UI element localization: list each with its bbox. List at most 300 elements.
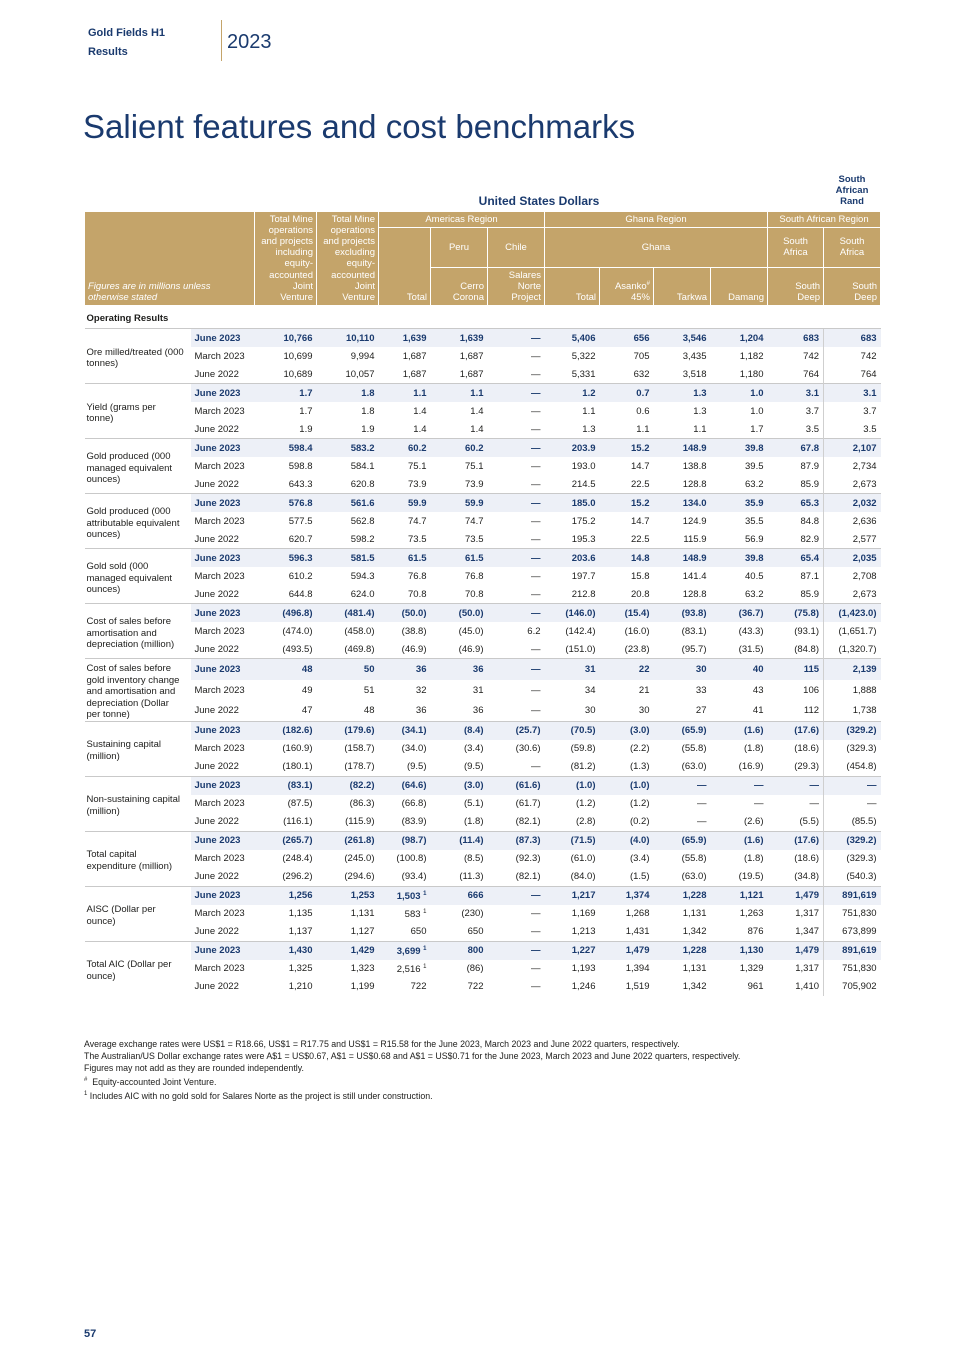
table-cell: (1.0) (600, 776, 654, 795)
table-cell: 85.9 (800, 478, 820, 490)
table-cell: 1,342 (682, 981, 707, 993)
table-cell: 742 (824, 347, 881, 365)
table-cell: 1.7 (750, 423, 764, 435)
period-label: March 2023 (194, 460, 245, 472)
table-cell: (469.8) (344, 643, 375, 655)
table-cell: 1.3 (693, 405, 707, 417)
table-cell: — (697, 798, 707, 810)
table-cell: (93.8) (654, 604, 711, 623)
table-cell: (1.6) (711, 831, 768, 850)
table-cell: 35.5 (745, 515, 764, 527)
table-cell: 1,217 (545, 886, 600, 905)
table-cell: 5,322 (571, 350, 596, 362)
table-cell: 1,639 (379, 329, 431, 348)
table-cell: — (768, 776, 824, 795)
table-cell: 1,342 (682, 926, 707, 938)
table-cell: 2,708 (824, 567, 881, 585)
table-cell: 1,204 (711, 329, 768, 348)
table-cell: (43.3) (738, 625, 764, 637)
period-label: June 2022 (194, 705, 239, 717)
table-cell: (1.2) (575, 798, 596, 810)
table-cell: (3.0) (600, 721, 654, 740)
page-title: Salient features and cost benchmarks (83, 108, 636, 145)
table-cell: 212.8 (571, 588, 596, 600)
cell-value: 1,503 (396, 891, 421, 903)
metric-label: Cost of sales before amortisation and depreciation (million) (85, 604, 191, 659)
period-label: June 2023 (191, 439, 255, 458)
metric-label: Cost of sales before gold inventory change and amortisation and depreciation (Dollar per tonne) (85, 659, 191, 722)
col-south-deep: South Deep (768, 267, 824, 306)
table-cell: 1,228 (654, 886, 711, 905)
table-cell: — (488, 941, 545, 960)
table-cell: 6.2 (527, 625, 541, 637)
table-cell: (55.8) (681, 743, 707, 755)
table-cell: (329.3) (824, 850, 881, 868)
table-cell: 1.2 (545, 384, 600, 403)
table-cell: — (531, 460, 541, 472)
table-cell: 581.5 (317, 549, 379, 568)
table-cell: (29.3) (794, 761, 820, 773)
table-cell: 34 (584, 684, 596, 696)
table-cell: (1,423.0) (824, 604, 881, 623)
company-name: Gold Fields H1 (88, 27, 166, 39)
table-cell: 742 (803, 350, 820, 362)
table-cell: 1,135 (288, 908, 313, 920)
table-cell: 1,131 (350, 908, 375, 920)
table-row (85, 402, 881, 420)
table-cell: 14.8 (600, 549, 654, 568)
table-cell: 36 (431, 659, 488, 680)
table-cell: 632 (633, 368, 650, 380)
period-label: June 2022 (194, 478, 239, 490)
table-cell: 650 (410, 926, 427, 938)
table-cell: (3.4) (463, 743, 484, 755)
table-row (85, 923, 881, 942)
table-row (85, 512, 881, 530)
table-cell: 134.0 (654, 494, 711, 513)
table-cell: 87.1 (800, 570, 820, 582)
table-cell: (5.1) (463, 798, 484, 810)
table-cell: (87.5) (287, 798, 313, 810)
period-label: March 2023 (194, 908, 245, 920)
table-cell: 175.2 (571, 515, 596, 527)
period-label: June 2023 (191, 604, 255, 623)
table-cell: (18.6) (794, 853, 820, 865)
table-cell: 74.7 (465, 515, 484, 527)
table-cell: — (697, 816, 707, 828)
table-cell: (82.2) (317, 776, 379, 795)
table-cell: (85.5) (824, 813, 881, 832)
table-cell: 891,619 (824, 941, 881, 960)
table-cell: (46.9) (401, 643, 427, 655)
period-label: June 2022 (194, 761, 239, 773)
table-cell: 50 (317, 659, 379, 680)
table-cell: 643.3 (288, 478, 313, 490)
table-cell: 203.9 (545, 439, 600, 458)
table-cell: 36 (415, 705, 427, 717)
table-cell: (179.6) (317, 721, 379, 740)
table-cell: (1.8) (743, 853, 764, 865)
period-label: June 2023 (191, 549, 255, 568)
table-cell: (1,651.7) (824, 622, 881, 640)
period-label: June 2022 (194, 981, 239, 993)
table-cell: 128.8 (682, 478, 707, 490)
metric-label: Sustaining capital (million) (85, 721, 191, 776)
table-cell: (245.0) (344, 853, 375, 865)
col-cerro-corona: Cerro Corona (431, 267, 488, 306)
table-cell: (83.9) (401, 816, 427, 828)
table-cell: (540.3) (824, 868, 881, 887)
table-cell: (9.5) (463, 761, 484, 773)
table-cell: 14.7 (631, 460, 650, 472)
table-cell: 705,902 (824, 978, 881, 996)
table-cell: — (531, 423, 541, 435)
table-cell: 3.7 (805, 405, 820, 417)
footnote-mark-1: 1 (84, 1090, 88, 1097)
table-cell: 1,263 (739, 908, 764, 920)
table-cell: 598.2 (350, 533, 375, 545)
table-row (85, 530, 881, 549)
table-row (85, 795, 881, 813)
table-cell: 1.1 (693, 423, 707, 435)
table-cell: (2.2) (629, 743, 650, 755)
table-cell: 1,479 (768, 941, 824, 960)
table-cell: — (824, 776, 881, 795)
table-cell: (75.8) (768, 604, 824, 623)
period-label: June 2023 (191, 941, 255, 960)
metric-label: Gold sold (000 managed equivalent ounces) (85, 549, 191, 604)
table-cell: 21 (638, 684, 650, 696)
table-cell: 596.3 (255, 549, 317, 568)
table-cell: 31 (545, 659, 600, 680)
period-label: June 2022 (194, 816, 239, 828)
table-row (85, 640, 881, 659)
table-cell: (23.8) (624, 643, 650, 655)
table-cell: — (809, 798, 820, 810)
table-cell: 1.7 (255, 384, 317, 403)
table-cell: 1,213 (571, 926, 596, 938)
table-cell: (17.6) (768, 831, 824, 850)
table-cell: 10,766 (255, 329, 317, 348)
table-cell: (458.0) (344, 625, 375, 637)
table-cell: 1,169 (571, 908, 596, 920)
table-cell: (1.8) (743, 743, 764, 755)
table-cell: 3,518 (682, 368, 707, 380)
table-cell: 1.1 (431, 384, 488, 403)
table-row (85, 740, 881, 758)
table-cell: (1.3) (629, 761, 650, 773)
table-row (85, 978, 881, 996)
period-label: March 2023 (194, 743, 245, 755)
period-label: June 2023 (191, 721, 255, 740)
table-cell: (17.6) (768, 721, 824, 740)
table-cell: 1,888 (824, 680, 881, 700)
table-cell: 1.1 (582, 405, 596, 417)
figures-note: Figures are in millions unless otherwise stated (85, 211, 255, 306)
table-cell: 1,317 (795, 963, 820, 975)
table-cell: 112 (803, 705, 820, 717)
table-row (85, 941, 881, 960)
table-cell: 60.2 (431, 439, 488, 458)
table-cell: (71.5) (545, 831, 600, 850)
table-cell: 0.7 (600, 384, 654, 403)
table-cell: (4.0) (600, 831, 654, 850)
table-cell: (9.5) (406, 761, 427, 773)
table-cell: 1,131 (682, 908, 707, 920)
period-label: March 2023 (194, 963, 245, 975)
table-row (85, 604, 881, 623)
table-cell: 891,619 (824, 886, 881, 905)
table-cell: 35.9 (711, 494, 768, 513)
table-cell: (50.0) (379, 604, 431, 623)
metric-label: AISC (Dollar per ounce) (85, 886, 191, 941)
table-cell: 30 (584, 705, 596, 717)
table-cell: — (531, 705, 541, 717)
table-row (85, 439, 881, 458)
table-cell: 3.1 (824, 384, 881, 403)
table-cell: — (754, 798, 764, 810)
table-cell: (180.1) (282, 761, 313, 773)
table-cell: 39.8 (711, 439, 768, 458)
metric-label: Gold produced (000 attributable equivalent ounces) (85, 494, 191, 549)
table-cell: (16.0) (624, 625, 650, 637)
table-cell: 751,830 (824, 960, 881, 978)
table-cell: (11.3) (459, 871, 484, 883)
table-cell: (65.9) (654, 721, 711, 740)
table-cell: (31.5) (738, 643, 764, 655)
footnote-exchange-rates: Average exchange rates were US$1 = R18.66, US$1 = R17.75 and US$1 = R15.58 for the June 2023, March 2023 and June 2022 quarters, respectively. (84, 1039, 680, 1049)
table-cell: (86.3) (349, 798, 375, 810)
table-cell: 73.5 (408, 533, 427, 545)
table-cell: 1,256 (255, 886, 317, 905)
table-cell: 22.5 (631, 533, 650, 545)
table-cell: — (531, 368, 541, 380)
table-cell: (454.8) (824, 758, 881, 777)
table-cell: 193.0 (571, 460, 596, 472)
table-cell: 1,180 (739, 368, 764, 380)
table-cell: 1,199 (350, 981, 375, 993)
period-label: March 2023 (194, 570, 245, 582)
table-cell: (142.4) (565, 625, 596, 637)
table-cell: 9,994 (350, 350, 375, 362)
table-cell: 594.3 (350, 570, 375, 582)
table-cell: 1,137 (288, 926, 313, 938)
col-tarkwa: Tarkwa (654, 267, 711, 306)
table-cell: 1.4 (413, 423, 427, 435)
table-cell: — (711, 776, 768, 795)
table-cell: 1,687 (459, 350, 484, 362)
table-cell: (55.8) (681, 853, 707, 865)
footnotes (84, 1038, 904, 1102)
table-cell: — (531, 350, 541, 362)
table-cell: (34.8) (794, 871, 820, 883)
table-cell: 1,246 (571, 981, 596, 993)
table-cell: 10,110 (317, 329, 379, 348)
period-label: June 2022 (194, 368, 239, 380)
country-south-africa: South Africa (768, 227, 824, 267)
table-cell: (474.0) (282, 625, 313, 637)
table-cell: 106 (803, 684, 820, 696)
table-cell: (151.0) (565, 643, 596, 655)
table-cell: — (488, 384, 545, 403)
table-row (85, 549, 881, 568)
table-cell: 562.8 (350, 515, 375, 527)
currency-zar: South African Rand (835, 174, 869, 208)
table-cell: (100.8) (396, 853, 427, 865)
col-total-incl: Total Mine operations and projects including equity-accounted Joint Venture (255, 211, 317, 306)
table-cell: 1,738 (824, 700, 881, 721)
table-cell: 1.4 (470, 423, 484, 435)
country-chile: Chile (488, 227, 545, 267)
table-cell: 1.4 (413, 405, 427, 417)
cell-value: 583 (404, 909, 421, 921)
table-cell: 1,347 (795, 926, 820, 938)
table-row (85, 758, 881, 777)
period-label: June 2022 (194, 423, 239, 435)
table-cell: (1,320.7) (824, 640, 881, 659)
table-cell: 76.8 (465, 570, 484, 582)
table-cell: 1,323 (350, 963, 375, 975)
page-number: 57 (84, 1328, 97, 1340)
table-cell: — (488, 604, 545, 623)
table-cell: (1.5) (629, 871, 650, 883)
table-cell: (2.6) (743, 816, 764, 828)
period-label: June 2023 (191, 831, 255, 850)
table-cell: 1.7 (299, 405, 313, 417)
table-cell: 1,317 (795, 908, 820, 920)
period-label: March 2023 (194, 798, 245, 810)
table-cell: 1,182 (739, 350, 764, 362)
table-cell: 63.2 (745, 588, 764, 600)
header-row-1 (85, 211, 881, 227)
table-cell: 49 (301, 684, 313, 696)
table-cell: (36.7) (711, 604, 768, 623)
table-cell: 576.8 (255, 494, 317, 513)
col-asanko (600, 267, 654, 306)
table-cell: 20.8 (631, 588, 650, 600)
table-cell: (230) (461, 908, 484, 920)
table-cell: 1.1 (636, 423, 650, 435)
table-cell: (81.2) (570, 761, 596, 773)
table-cell: 1,210 (288, 981, 313, 993)
table-cell: 2,107 (824, 439, 881, 458)
table-cell: 36 (379, 659, 431, 680)
report-year: 2023 (227, 31, 272, 53)
table-cell: 2,673 (824, 475, 881, 494)
table-cell: 61.5 (431, 549, 488, 568)
table-cell: 764 (803, 368, 820, 380)
metric-label: Total AIC (Dollar per ounce) (85, 941, 191, 996)
table-cell: (115.9) (345, 816, 375, 828)
table-cell: — (531, 588, 541, 600)
table-cell: — (488, 549, 545, 568)
table-cell: (38.8) (401, 625, 427, 637)
asanko-share: 45% (630, 292, 650, 304)
table-cell: (61.7) (515, 798, 541, 810)
table-cell: 87.9 (800, 460, 820, 472)
table-cell: (18.6) (794, 743, 820, 755)
table-row (85, 868, 881, 887)
table-cell: — (531, 643, 541, 655)
table-cell: 84.8 (800, 515, 820, 527)
table-cell: — (531, 761, 541, 773)
table-row (85, 776, 881, 795)
table-cell: (46.9) (458, 643, 484, 655)
table-cell: (3.4) (629, 853, 650, 865)
table-cell: 203.6 (545, 549, 600, 568)
table-row (85, 384, 881, 403)
table-cell (379, 905, 431, 923)
table-cell: 583.2 (317, 439, 379, 458)
table-cell: (8.4) (431, 721, 488, 740)
country-ghana: Ghana (545, 227, 768, 267)
table-cell: — (488, 329, 545, 348)
table-cell: 75.1 (408, 460, 427, 472)
table-cell: 59.9 (379, 494, 431, 513)
table-cell: (92.3) (515, 853, 541, 865)
table-cell: 70.8 (408, 588, 427, 600)
table-cell: 705 (633, 350, 650, 362)
table-cell: 2,577 (824, 530, 881, 549)
table-cell: 3.5 (805, 423, 820, 435)
table-cell: — (531, 981, 541, 993)
table-cell: (116.1) (283, 816, 313, 828)
table-cell: 620.7 (288, 533, 313, 545)
report-type: Results (88, 46, 128, 58)
table-cell: 764 (824, 365, 881, 384)
table-cell: 59.9 (431, 494, 488, 513)
table-cell: (59.8) (570, 743, 596, 755)
table-cell: 1.3 (582, 423, 596, 435)
period-label: June 2022 (194, 871, 239, 883)
period-label: June 2023 (191, 886, 255, 905)
table-cell: 561.6 (317, 494, 379, 513)
table-row (85, 365, 881, 384)
table-cell: (95.7) (681, 643, 707, 655)
table-cell: 3.5 (824, 420, 881, 439)
table-cell: 1.0 (750, 405, 764, 417)
table-cell: 1,687 (402, 368, 427, 380)
table-cell: (70.5) (545, 721, 600, 740)
table-cell: 1.4 (470, 405, 484, 417)
table-cell: 683 (768, 329, 824, 348)
table-cell: (261.8) (317, 831, 379, 850)
table-cell: (98.7) (379, 831, 431, 850)
period-label: March 2023 (194, 515, 245, 527)
table-cell: 2,139 (824, 659, 881, 680)
footnote-aic-text: Includes AIC with no gold sold for Salares Norte as the project is still under construction. (89, 1090, 433, 1101)
table-cell: 1,374 (600, 886, 654, 905)
table-cell: 48 (255, 659, 317, 680)
table-row (85, 475, 881, 494)
country-peru: Peru (431, 227, 488, 267)
table-cell: 40 (711, 659, 768, 680)
table-cell: 48 (363, 705, 375, 717)
table-cell: 2,734 (824, 457, 881, 475)
table-cell: 1,430 (255, 941, 317, 960)
table-cell: (481.4) (317, 604, 379, 623)
table-row (85, 886, 881, 905)
table-cell: (86) (466, 963, 484, 975)
col-total-excl: Total Mine operations and projects excluding equity-accounted Joint Venture (317, 211, 379, 306)
footnote-equity-jv-text: Equity-accounted Joint Venture. (92, 1076, 217, 1087)
table-cell: 138.8 (682, 460, 707, 472)
table-cell: 2,032 (824, 494, 881, 513)
table-cell: 1,687 (402, 350, 427, 362)
table-cell: — (488, 659, 545, 680)
cell-value: 3,699 (396, 946, 421, 958)
table-cell: (84.8) (794, 643, 820, 655)
